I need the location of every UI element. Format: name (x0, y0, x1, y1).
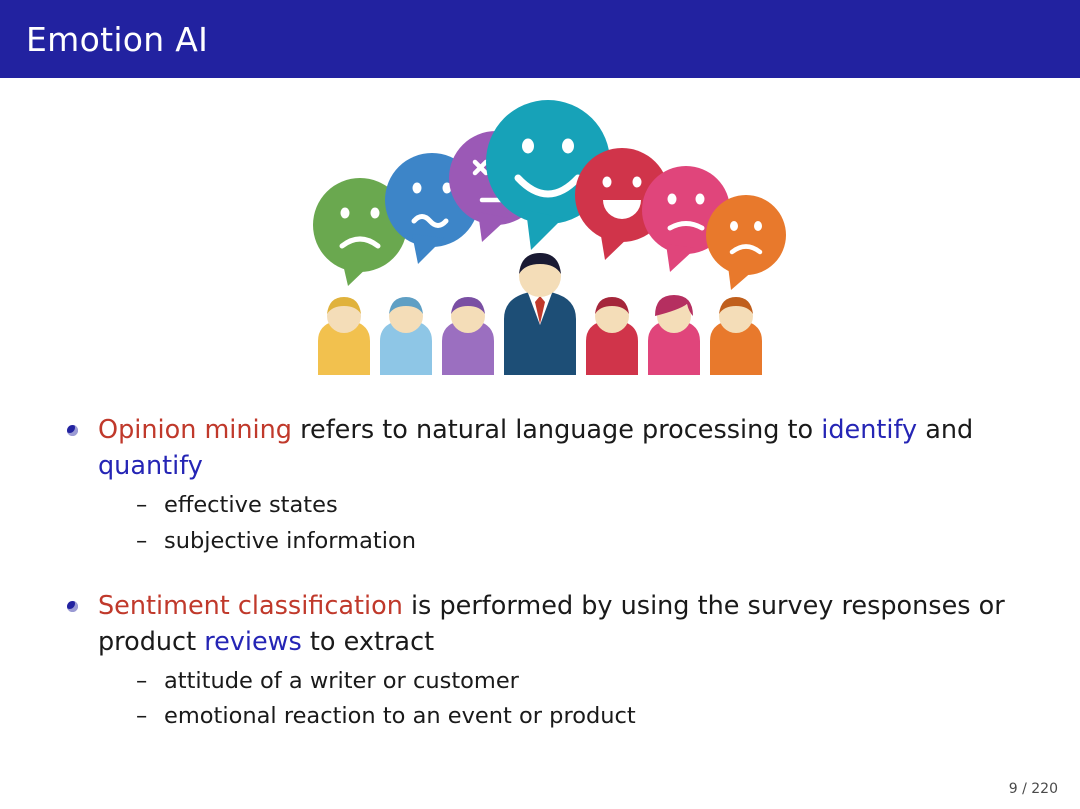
dash-marker: – (136, 527, 148, 554)
bullet-text (98, 412, 1060, 484)
spacer (60, 562, 1060, 588)
sub-list-item (98, 524, 1060, 560)
person-orange (710, 297, 762, 375)
bullet-text (98, 588, 1060, 660)
bullet-segment-plain: refers to natural language processing to (291, 415, 822, 445)
slide-content (60, 412, 1060, 737)
person-center-navy (504, 253, 576, 375)
sub-list-item-label: attitude of a writer or customer (164, 667, 519, 694)
illustration-svg (300, 100, 790, 375)
sub-list-item-label: emotional reaction to an event or product (164, 703, 636, 730)
person-lightblue (380, 297, 432, 375)
page-number: 9 / 220 (1008, 781, 1058, 797)
sub-list (98, 664, 1060, 735)
bullet-segment-highlight: Opinion mining (98, 415, 292, 445)
dash-marker: – (136, 492, 148, 519)
person-yellow (318, 297, 370, 375)
people-row (318, 253, 762, 375)
bullet-segment-highlight: reviews (204, 626, 302, 657)
bullet-segment-plain: to extract (301, 626, 435, 657)
sub-list-item-label: subjective information (164, 527, 416, 554)
person-red (586, 297, 638, 375)
sub-list-item-label: effective states (164, 492, 338, 519)
bullet-item (60, 588, 1060, 736)
bullet-dot-icon (67, 425, 78, 436)
bullet-segment-highlight: quantify (98, 451, 203, 482)
dash-marker: – (136, 703, 148, 730)
sub-list-item (98, 664, 1060, 700)
bubble-unhappy-orange (706, 195, 786, 290)
person-purple (442, 297, 494, 375)
bullet-segment-plain: is performed by using the survey responses or product (98, 590, 1005, 657)
bullet-dot-icon (67, 601, 78, 612)
page-title: Emotion AI (26, 20, 209, 59)
person-pink (648, 295, 700, 375)
dash-marker: – (136, 667, 148, 694)
bullet-segment-highlight: identify (821, 415, 918, 445)
emotion-ai-illustration (300, 100, 790, 375)
bullet-item (60, 412, 1060, 560)
sub-list (98, 488, 1060, 559)
slide-title-bar (0, 0, 1080, 78)
bullet-segment-plain: and (917, 415, 974, 445)
sub-list-item (98, 488, 1060, 524)
sub-list-item (98, 699, 1060, 735)
bullet-segment-highlight: Sentiment classification (98, 590, 403, 621)
